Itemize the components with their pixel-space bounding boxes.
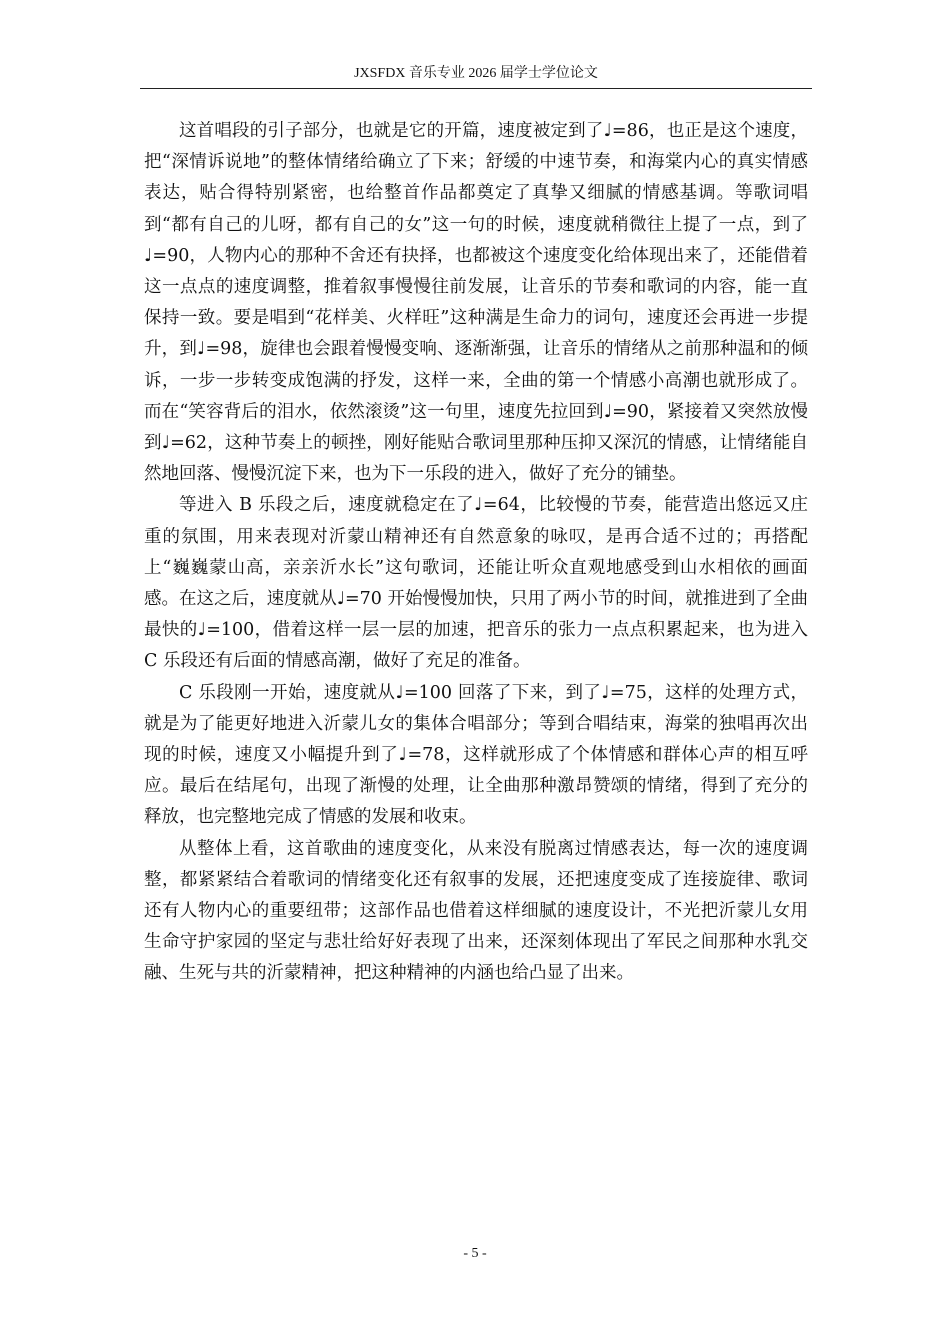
header-rule	[140, 88, 812, 89]
paragraph-conclusion: 从整体上看，这首歌曲的速度变化，从来没有脱离过情感表达，每一次的速度调整，都紧紧结合着歌词的情绪变化还有叙事的发展，还把速度变成了连接旋律、歌词还有人物内心的重要纽带；这部作品也借着这样细腻的速度设计，不光把沂蒙儿女用生命守护家园的坚定与悲壮给好好表现了出来，还深刻体现出了军民之间那种水乳交融、生死与共的沂蒙精神，把这种精神的内涵也给凸显了出来。	[144, 838, 808, 984]
paragraph-section-b: 等进入 B 乐段之后，速度就稳定在了♩=64，比较慢的节奏，能营造出悠远又庄重的氛围，用来表现对沂蒙山精神还有自然意象的咏叹，是再合适不过的；再搭配上“巍巍蒙山高，亲亲沂水长”这句歌词，还能让听众直观地感受到山水相依的画面感。在这之后，速度就从♩=70 开始慢慢加快，只用了两小节的时间，就推进到了全曲最快的♩=100，借着这样一层一层的加速，把音乐的张力一点点积累起来，也为进入 C 乐段还有后面的情感高潮，做好了充足的准备。	[144, 495, 808, 672]
body-text	[144, 116, 808, 990]
paragraph-section-c: C 乐段刚一开始，速度就从♩=100 回落了下来，到了♩=75，这样的处理方式，就是为了能更好地进入沂蒙儿女的集体合唱部分；等到合唱结束，海棠的独唱再次出现的时候，速度又小幅提升到了♩=78，这样就形成了个体情感和群体心声的相互呼应。最后在结尾句，出现了渐慢的处理，让全曲那种激昂赞颂的情绪，得到了充分的释放，也完整地完成了情感的发展和收束。	[144, 682, 808, 828]
paragraph-intro-tempo: 这首唱段的引子部分，也就是它的开篇，速度被定到了♩=86，也正是这个速度，把“深情诉说地”的整体情绪给确立了下来；舒缓的中速节奏，和海棠内心的真实情感表达，贴合得特别紧密，也给整首作品都奠定了真挚又细腻的情感基调。等歌词唱到“都有自己的儿呀，都有自己的女”这一句的时候，速度就稍微往上提了一点，到了♩=90，人物内心的那种不舍还有抉择，也都被这个速度变化给体现出来了，还能借着这一点点的速度调整，推着叙事慢慢往前发展，让音乐的节奏和歌词的内容，能一直保持一致。要是唱到“花样美、火样旺”这种满是生命力的词句，速度还会再进一步提升，到♩=98，旋律也会跟着慢慢变响、逐渐渐强，让音乐的情绪从之前那种温和的倾诉，一步一步转变成饱满的抒发，这样一来，全曲的第一个情感小高潮也就形成了。而在“笑容背后的泪水，依然滚烫”这一句里，速度先拉回到♩=90，紧接着又突然放慢到♩=62，这种节奏上的顿挫，刚好能贴合歌词里那种压抑又深沉的情感，让情绪能自然地回落、慢慢沉淀下来，也为下一乐段的进入，做好了充分的铺垫。	[144, 121, 808, 485]
page-number: - 5 -	[463, 1246, 487, 1261]
running-header: JXSFDX 音乐专业 2026 届学士学位论文	[354, 66, 598, 81]
